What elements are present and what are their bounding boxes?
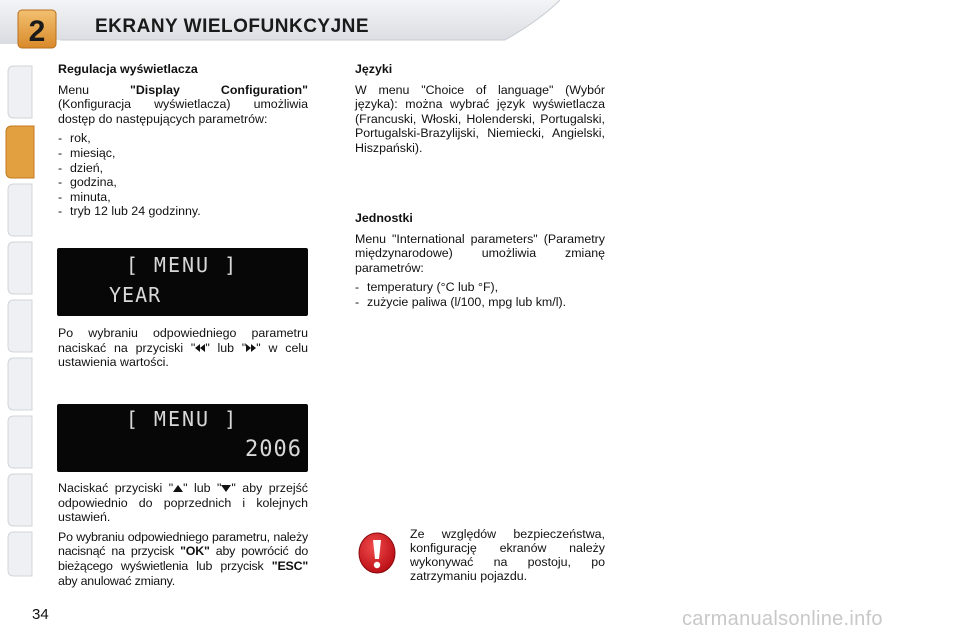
display-settings-intro: Menu "Display Configuration" (Konfiguracja wyświetlacza) umożliwia dostęp do następujących parametrów:	[58, 82, 309, 126]
list-item: - tryb 12 lub 24 godzinny.	[58, 204, 308, 219]
chapter-side-tabs	[0, 60, 40, 580]
list-item: - minuta,	[58, 190, 308, 205]
display-config-menu-name: "Display Configuration"	[129, 82, 309, 97]
down-arrow-icon	[221, 485, 231, 492]
watermark: carmanualsonline.info	[682, 608, 883, 630]
page-number: 34	[32, 606, 49, 623]
left-column	[58, 62, 308, 223]
lcd-display-2006	[57, 404, 308, 472]
languages-text: W menu "Choice of language" (Wybór języka): można wybrać język wyświetlacza (Francuski, Włoski, Holenderski, Portugalski, Portugalski-Brazylijski, Niemiecki, Angielski, Hiszpański).	[355, 82, 605, 155]
ok-esc-instruction: Po wybraniu odpowiedniego parametru, należy nacisnąć na przycisk "OK" aby powrócić do bieżącego wyświetlenia lub przycisk "ESC" aby anulować zmiany.	[58, 529, 309, 588]
warning-text: Ze względów bezpieczeństwa, konfigurację ekranów należy wykonywać na postoju, po zatrzymaniu pojazdu.	[410, 527, 605, 583]
display-settings-heading: Regulacja wyświetlacza	[58, 62, 198, 76]
lcd-line-menu: [ MENU ]	[125, 253, 239, 277]
ok-button-name: "OK"	[180, 544, 210, 559]
list-item: - godzina,	[58, 175, 308, 190]
lcd-line-year: YEAR	[109, 283, 162, 307]
languages-heading: Języki	[355, 62, 393, 76]
warning-exclamation-icon	[357, 531, 397, 575]
lcd-line-menu: [ MENU ]	[125, 407, 239, 431]
chapter-badge	[14, 6, 62, 54]
updown-buttons-instruction: Naciskać przyciski " " lub " " aby przejść odpowiednio do poprzednich i kolejnych ustawień. Po wybraniu odpowiedniego parametru, należy nacisnąć na przycisk "OK" aby powrócić do bieżącego wyświetlenia lub przycisk "ESC" aby anulować zmiany.	[58, 481, 309, 588]
page-title: EKRANY WIELOFUNKCYJNE	[95, 16, 370, 37]
lcd-display-year	[57, 248, 308, 316]
units-text: Menu "International parameters" (Parametry międzynarodowe) umożliwia zmianę parametrów:	[355, 231, 605, 275]
up-arrow-icon	[173, 485, 183, 492]
lcd-line-value: 2006	[245, 437, 302, 462]
active-chapter-tab	[6, 126, 34, 178]
list-item: - zużycie paliwa (l/100, mpg lub km/l).	[355, 295, 605, 310]
rewind-arrow-icon	[195, 344, 205, 352]
chapter-number: 2	[28, 15, 46, 48]
forward-arrow-icon	[246, 344, 256, 352]
esc-button-name: "ESC"	[271, 558, 308, 573]
list-item: - rok,	[58, 131, 308, 146]
units-parameters-list	[355, 280, 605, 309]
arrow-buttons-instruction: Po wybraniu odpowiedniego parametru naciskać na przyciski " " lub " " w celu ustawienia wartości.	[58, 326, 308, 370]
list-item: - dzień,	[58, 161, 308, 176]
display-parameters-list	[58, 131, 308, 219]
units-heading: Jednostki	[355, 211, 413, 225]
languages-section	[355, 62, 605, 161]
units-section	[355, 211, 605, 314]
list-item: - temperatury (°C lub °F),	[355, 280, 605, 295]
list-item: - miesiąc,	[58, 146, 308, 161]
